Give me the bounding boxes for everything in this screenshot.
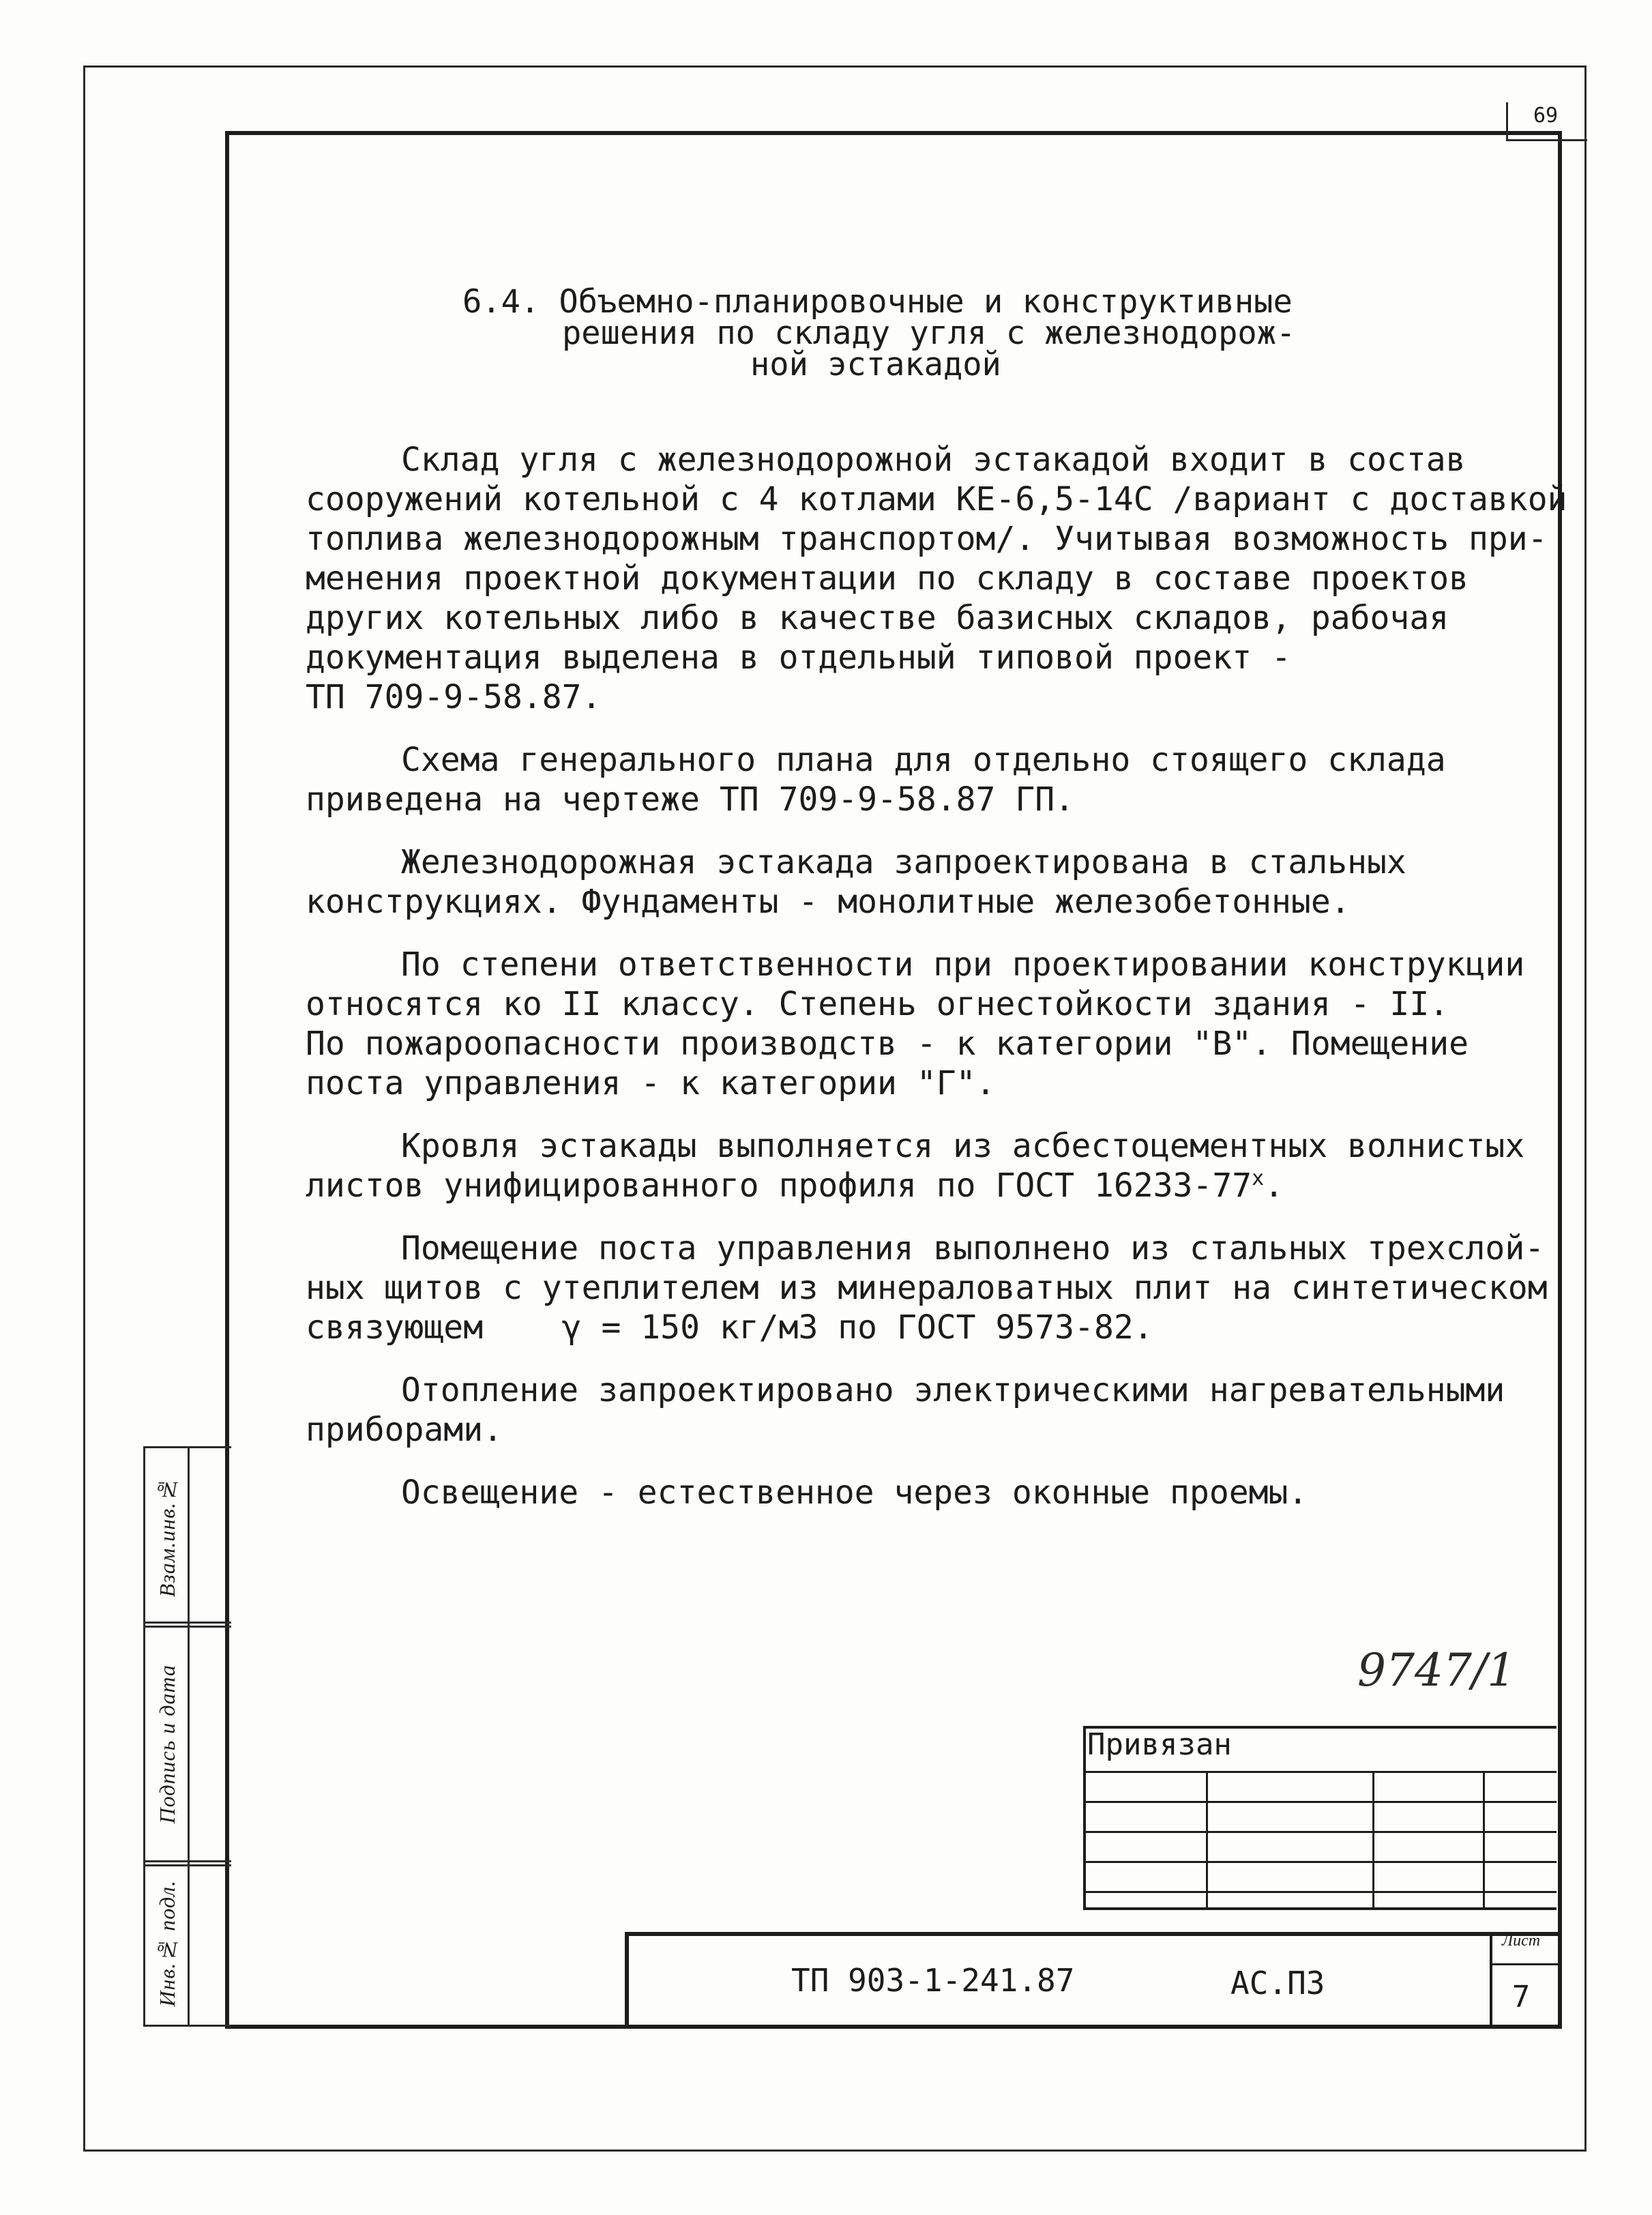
handwritten-number: 9747/1 (1357, 1644, 1516, 1697)
sheet-label: Лист (1501, 1932, 1541, 1950)
text-line: сооружений котельной с 4 котлами КЕ-6,5-14С /вариант с доставкой (306, 480, 1567, 518)
text-line: связующем γ = 150 кг/м3 по ГОСТ 9573-82. (306, 1308, 1153, 1347)
title-block-privyazan: Привязан (1087, 1727, 1232, 1762)
heading-line: ной эстакадой (750, 346, 1001, 383)
text-line: относятся ко II классу. Степень огнестойкости здания - II. (306, 985, 1449, 1023)
text-line: других котельных либо в качестве базисных складов, рабочая (306, 599, 1449, 637)
paragraph (306, 440, 1567, 717)
sheet-number: 7 (1511, 1980, 1531, 2014)
paragraph (306, 740, 1492, 819)
gost-superscript: х (1252, 1167, 1265, 1190)
paragraph (306, 1126, 1525, 1205)
paragraph (306, 1229, 1548, 1347)
text-line: Кровля эстакады выполняется из асбестоцементных волнистых (401, 1127, 1525, 1165)
body-text (306, 440, 1567, 1536)
gost-period: . (1264, 1167, 1284, 1205)
text-line: Освещение - естественное через оконные проемы. (401, 1473, 1308, 1512)
text-line: Железнодорожная эстакада запроектирована в стальных (401, 843, 1406, 881)
side-stamp-podpis-data (143, 1622, 231, 1866)
paragraph (306, 1370, 1505, 1450)
text-line: По степени ответственности при проектировании конструкции (401, 945, 1525, 984)
page-number: 69 (1533, 104, 1559, 128)
side-stamp-vzam-inv (143, 1446, 231, 1628)
heading-line: 6.4. Объемно-планировочные и конструктивные (462, 283, 1293, 321)
paragraph (306, 1473, 1492, 1512)
text-line: приведена на чертеже ТП 709-9-58.87 ГП. (306, 780, 1075, 819)
gost-text: листов унифицированного профиля по ГОСТ 16233-77 (306, 1167, 1252, 1205)
section-heading (409, 283, 1432, 383)
text-line: менения проектной документации по складу в составе проектов (306, 559, 1469, 598)
text-line: Склад угля с железнодорожной эстакадой входит в состав (401, 441, 1466, 479)
title-block-main (625, 1932, 1562, 2029)
text-line: документация выделена в отдельный типовой проект - (306, 639, 1291, 677)
side-stamp-label: Инв.№ подл. (154, 1880, 179, 2007)
text-line: конструкциях. Фундаменты - монолитные железобетонные. (306, 883, 1351, 921)
paragraph (306, 945, 1525, 1103)
side-stamp-label: Подпись и дата (154, 1664, 179, 1824)
side-stamp-inv-podl (143, 1860, 231, 2027)
text-line: Помещение поста управления выполнено из стальных трехслой- (401, 1229, 1545, 1267)
text-line: топлива железнодорожным транспортом/. Учитывая возможность при- (306, 520, 1548, 558)
heading-line: решения по складу угля с железнодорож- (562, 314, 1296, 352)
paragraph (306, 842, 1492, 922)
side-stamp-label: Взам.инв.№ (154, 1476, 179, 1598)
text-line: приборами. (306, 1411, 503, 1449)
text-line: ных щитов с утеплителем из минераловатных плит на синтетическом (306, 1269, 1548, 1307)
text-line: поста управления - к категории "Г". (306, 1064, 996, 1102)
text-line: ТП 709-9-58.87. (306, 678, 602, 716)
document-code: ТП 903-1-241.87 (791, 1962, 1075, 1999)
document-section: АС.ПЗ (1230, 1965, 1325, 2001)
text-line: Отопление запроектировано электрическими нагревательными (401, 1371, 1505, 1409)
text-line: По пожароопасности производств - к категории "В". Помещение (306, 1025, 1469, 1063)
text-line (306, 1166, 1492, 1205)
text-line: Схема генерального плана для отдельно стоящего склада (401, 741, 1446, 779)
